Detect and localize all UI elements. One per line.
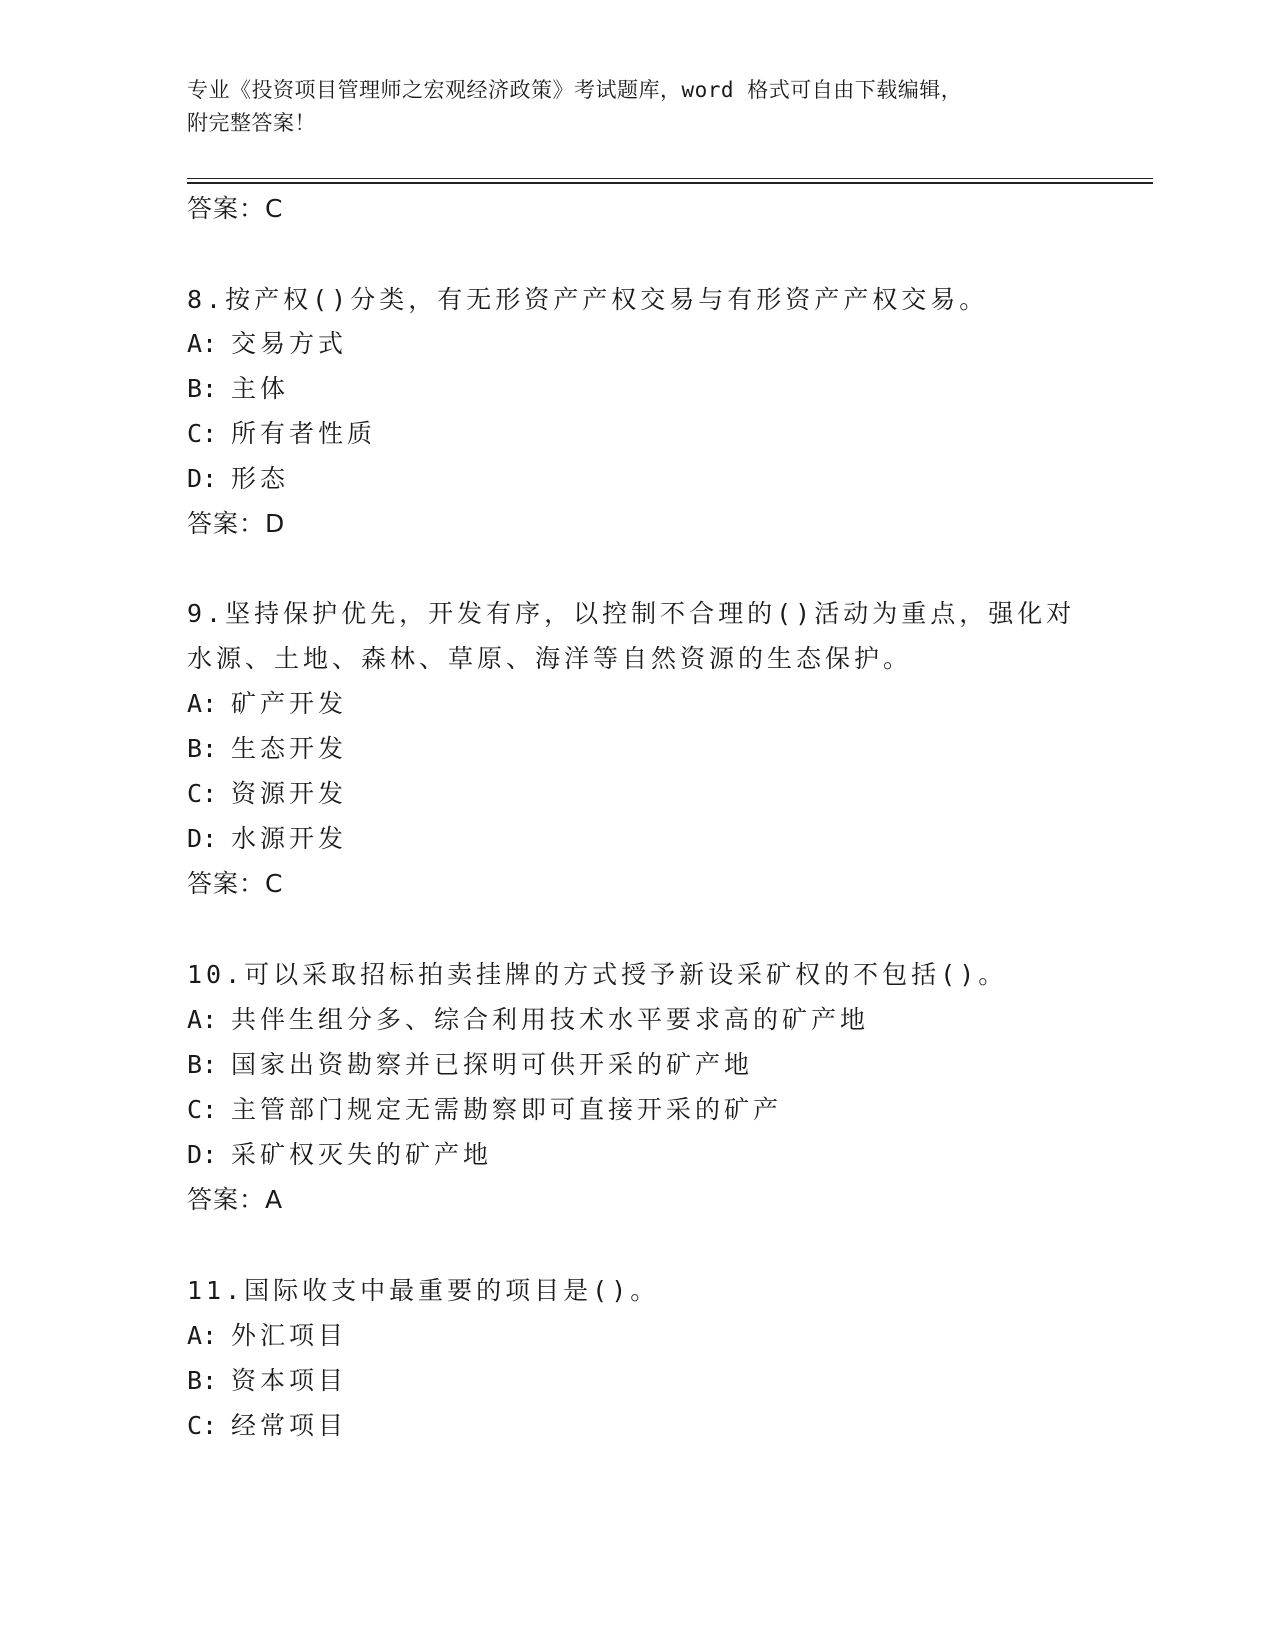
option-text: 外汇项目 — [231, 1321, 348, 1350]
question-9-answer: 答案：C — [187, 869, 284, 898]
option-letter: B: — [187, 1366, 218, 1395]
option-letter: C: — [187, 779, 218, 808]
question-10-answer: 答案：A — [187, 1185, 284, 1214]
header-line-1: 专业《投资项目管理师之宏观经济政策》考试题库，word 格式可自由下载编辑， — [187, 78, 963, 102]
question-8-option-c — [187, 417, 376, 451]
question-8-option-d — [187, 462, 289, 496]
option-letter: A: — [187, 689, 218, 718]
question-11-option-a — [187, 1319, 347, 1353]
option-letter: A: — [187, 1005, 218, 1034]
option-text: 采矿权灭失的矿产地 — [231, 1140, 493, 1169]
option-text: 主体 — [231, 374, 290, 403]
header-note — [187, 74, 1067, 140]
question-8-answer: 答案：D — [187, 509, 286, 538]
question-9-stem-line-2: 水源、土地、森林、草原、海洋等自然资源的生态保护。 — [187, 644, 913, 673]
option-text: 资本项目 — [231, 1366, 348, 1395]
option-letter: A: — [187, 329, 218, 358]
question-10-option-b — [187, 1048, 753, 1082]
header-rule-thick — [187, 182, 1153, 184]
question-9-option-b — [187, 732, 347, 766]
question-10-option-d — [187, 1138, 492, 1172]
option-letter: C: — [187, 419, 218, 448]
question-9-option-c — [187, 777, 347, 811]
option-letter: C: — [187, 1411, 218, 1440]
option-letter: A: — [187, 1321, 218, 1350]
option-text: 所有者性质 — [231, 419, 377, 448]
option-letter: C: — [187, 1095, 218, 1124]
question-9-stem-line-1: 9.坚持保护优先，开发有序，以控制不合理的()活动为重点，强化对 — [187, 599, 1076, 628]
option-letter: D: — [187, 464, 218, 493]
option-text: 生态开发 — [231, 734, 348, 763]
option-text: 国家出资勘察并已探明可供开采的矿产地 — [231, 1050, 754, 1079]
option-text: 交易方式 — [231, 329, 348, 358]
question-9-option-d — [187, 822, 347, 856]
question-11-option-c — [187, 1409, 347, 1443]
option-letter: D: — [187, 1140, 218, 1169]
option-text: 资源开发 — [231, 779, 348, 808]
option-text: 共伴生组分多、综合利用技术水平要求高的矿产地 — [231, 1005, 870, 1034]
question-10-option-c — [187, 1093, 782, 1127]
question-11-option-b — [187, 1364, 347, 1398]
option-text: 经常项目 — [231, 1411, 348, 1440]
header-line-2: 附完整答案！ — [187, 111, 316, 135]
option-letter: B: — [187, 374, 218, 403]
question-9-option-a — [187, 687, 347, 721]
option-text: 水源开发 — [231, 824, 348, 853]
question-8-option-b — [187, 372, 289, 406]
option-letter: B: — [187, 734, 218, 763]
question-10-option-a — [187, 1003, 869, 1037]
question-8-option-a — [187, 327, 347, 361]
answer-previous: 答案：C — [187, 194, 284, 223]
option-letter: B: — [187, 1050, 218, 1079]
header-rule-thin — [187, 178, 1153, 179]
question-10-stem: 10.可以采取招标拍卖挂牌的方式授予新设采矿权的不包括()。 — [187, 960, 1008, 989]
question-8-stem: 8.按产权()分类，有无形资产产权交易与有形资产产权交易。 — [187, 285, 989, 314]
option-letter: D: — [187, 824, 218, 853]
option-text: 矿产开发 — [231, 689, 348, 718]
option-text: 形态 — [231, 464, 290, 493]
question-11-stem: 11.国际收支中最重要的项目是()。 — [187, 1276, 660, 1305]
option-text: 主管部门规定无需勘察即可直接开采的矿产 — [231, 1095, 783, 1124]
